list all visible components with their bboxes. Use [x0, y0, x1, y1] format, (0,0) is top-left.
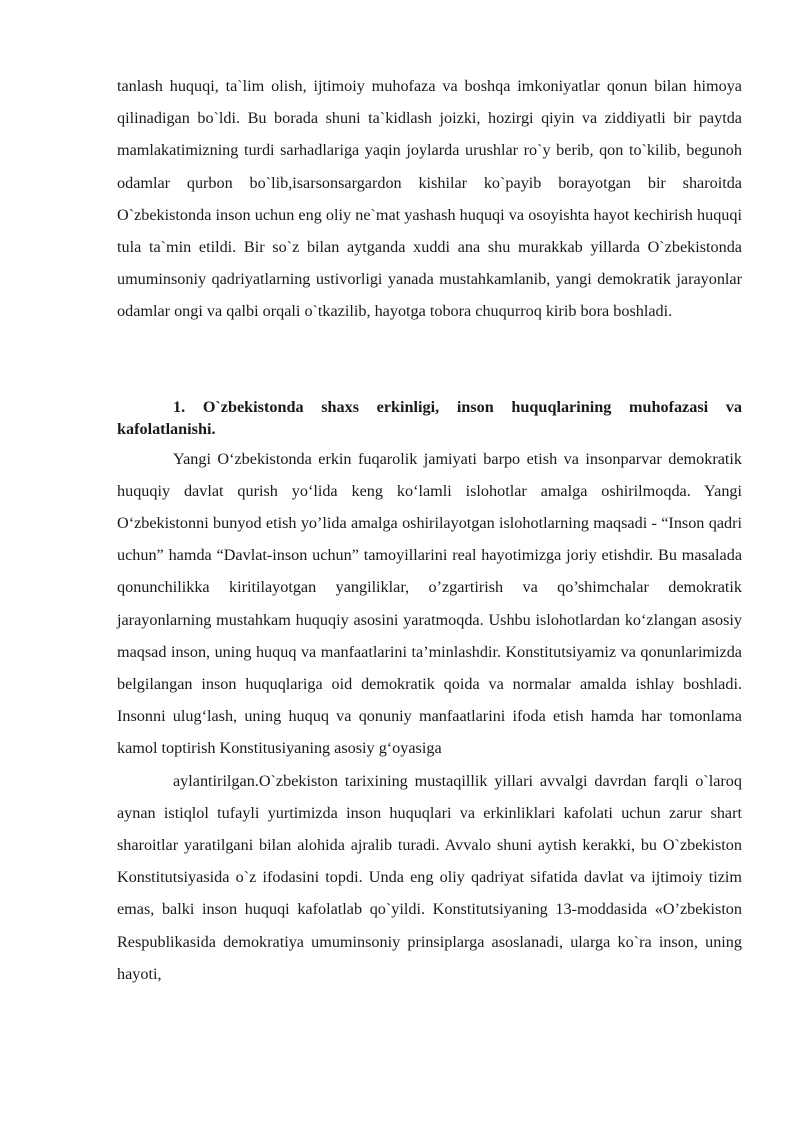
section-heading: 1. O`zbekistonda shaxs erkinligi, inson huquqlarining muhofazasi va kafolatlanishi.	[117, 397, 742, 438]
paragraph-reforms: Yangi O‘zbekistonda erkin fuqarolik jamiyati barpo etish va insonparvar demokratik huquqiy davlat qurish yo‘lida keng ko‘lamli islohotlar amalga oshirilmoqda. Yangi O‘zbekistonni bunyod etish yo’lida amalga oshirilayotgan islohotlarning maqsadi - “Inson qadri uchun” hamda “Davlat-inson uchun” tamoyillarini real hayotimizga joriy etishdir. Bu masalada qonunchilikka kiritilayotgan yangiliklar, o’zgartirish va qo’shimchalar demokratik jarayonlarning mustahkam huquqiy asosini yaratmoqda. Ushbu islohotlardan ko‘zlangan asosiy maqsad inson, uning huquq va manfaatlarini ta’minlashdir. Konstitutsiyamiz va qonunlarimizda belgilangan inson huquqlariga oid demokratik qoida va normalar amalda ishlay boshladi. Insonni ulug‘lash, uning huquq va qonuniy manfaatlarini ifoda etish hamda har tomonlama kamol toptirish Konstitusiyaning asosiy g‘oyasiga	[117, 449, 742, 758]
paragraph-intro: tanlash huquqi, ta`lim olish, ijtimoiy muhofaza va boshqa imkoniyatlar qonun bilan himoya qilinadigan bo`ldi. Bu borada shuni ta`kidlash joizki, hozirgi qiyin va ziddiyatli bir paytda mamlakatimizning turdi sarhadlariga yaqin joylarda urushlar ro`y berib, qon to`kilib, begunoh odamlar qurbon bo`lib,isarsonsargardon kishilar ko`payib borayotgan bir sharoitda O`zbekistonda inson uchun eng oliy ne`mat yashash huquqi va osoyishta hayot kechirish huquqi tula ta`min etildi. Bir so`z bilan aytganda xuddi ana shu murakkab yillarda O`zbekistonda umuminsoniy qadriyatlarning ustivorligi yanada mustahkamlanib, yangi demokratik jarayonlar odamlar ongi va qalbi orqali o`tkazilib, hayotga tobora chuqurroq kirib bora boshladi.	[117, 77, 742, 321]
document-page	[117, 70, 742, 990]
paragraph-constitution: aylantirilgan.O`zbekiston tarixining mustaqillik yillari avvalgi davrdan farqli o`laroq aynan istiqlol tufayli yurtimizda inson huquqlari va erkinliklari kafolati uchun zarur shart sharoitlar yaratilgani bilan alohida ajralib turadi. Avvalo shuni aytish kerakki, bu O`zbekiston Konstitutsiyasida o`z ifodasini topdi. Unda eng oliy qadriyat sifatida davlat va ijtimoiy tizim emas, balki inson huquqi kafolatlab qo`yildi. Konstitutsiyaning 13-moddasida «O’zbekiston Respublikasida demokratiya umuminsoniy prinsiplarga asoslanadi, ularga ko`ra inson, uning hayoti,	[117, 771, 742, 983]
